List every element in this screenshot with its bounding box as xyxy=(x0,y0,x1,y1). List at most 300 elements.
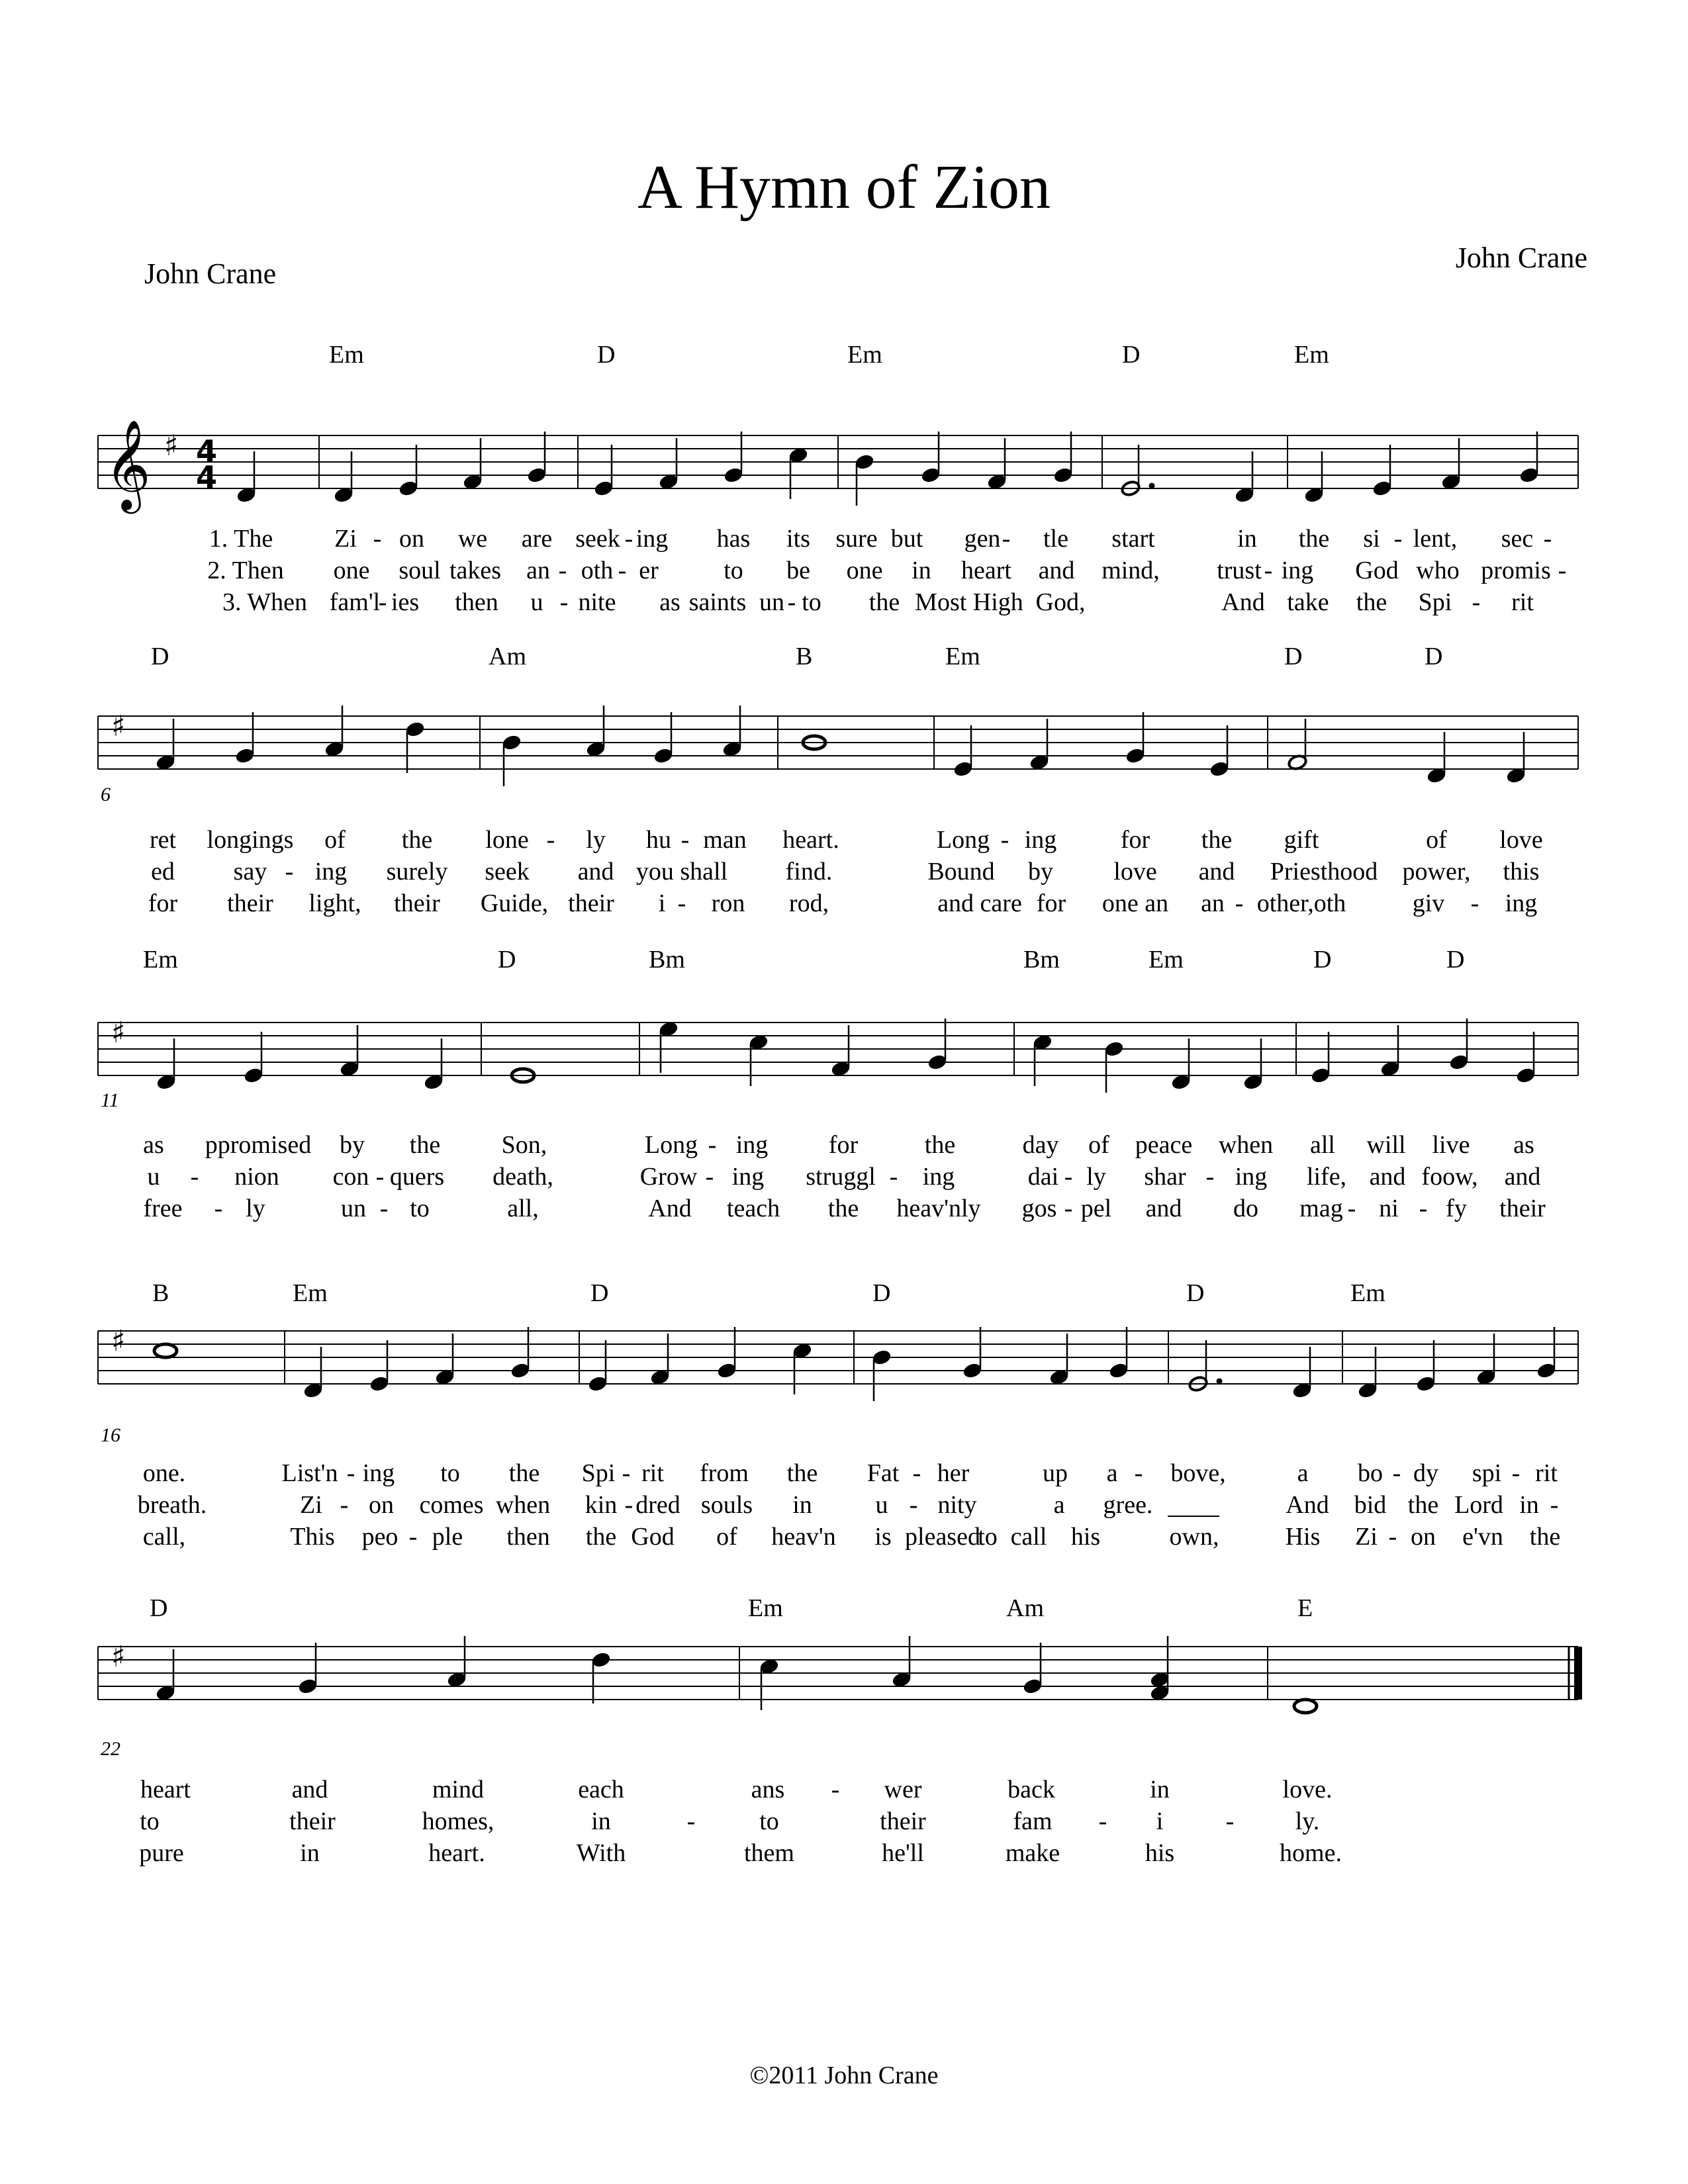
lyric: to xyxy=(724,557,743,584)
chord-symbol: D xyxy=(1284,643,1303,670)
note xyxy=(1441,438,1462,490)
lyric: back xyxy=(1008,1776,1055,1803)
note xyxy=(1449,1019,1470,1071)
lyric: ing xyxy=(735,1131,769,1159)
lyric: spi xyxy=(1472,1459,1502,1487)
lyric: - xyxy=(1134,1459,1143,1487)
lyric: light, xyxy=(308,889,361,917)
lyric: his xyxy=(1145,1839,1175,1867)
lyric: live xyxy=(1432,1131,1470,1159)
key-signature-sharp: ♯ xyxy=(111,709,126,743)
lyric: - xyxy=(1470,889,1479,917)
lyric: ing xyxy=(1235,1163,1268,1191)
note xyxy=(1427,732,1447,784)
lyric: - xyxy=(1393,525,1403,553)
lyric: quers xyxy=(389,1163,445,1191)
lyric: Long xyxy=(644,1131,698,1159)
lyric: fam xyxy=(1013,1807,1053,1835)
note xyxy=(1536,1327,1557,1379)
lyric: ing xyxy=(1281,557,1314,584)
notes xyxy=(154,1327,1556,1401)
lyric: - xyxy=(705,1163,714,1191)
lyric: the xyxy=(924,1131,956,1159)
lyric: their xyxy=(227,889,273,917)
verse-3-lyrics xyxy=(139,1839,1342,1867)
lyric: is xyxy=(874,1523,892,1551)
lyric: seek xyxy=(485,858,530,886)
lyric: of xyxy=(1088,1131,1109,1159)
lyric: sec xyxy=(1501,525,1534,553)
lyric: - xyxy=(889,1163,898,1191)
lyric: fy xyxy=(1446,1195,1467,1222)
lyric: Guide, xyxy=(480,889,549,917)
lyric: seek xyxy=(575,525,620,553)
lyric: rit xyxy=(641,1459,664,1487)
note xyxy=(1380,1025,1401,1077)
notes xyxy=(236,432,1540,506)
lyric: ans xyxy=(751,1776,785,1803)
note xyxy=(1416,1340,1436,1392)
lyric: - xyxy=(1264,557,1273,584)
lyric: And xyxy=(648,1195,692,1222)
lyric: ppromised xyxy=(205,1131,312,1159)
lyric: dai xyxy=(1027,1163,1059,1191)
notes xyxy=(156,1636,1317,1713)
lyric: a xyxy=(1106,1459,1118,1487)
staff-lines xyxy=(98,1647,1578,1700)
lyric: er xyxy=(639,557,659,584)
key-signature-sharp: ♯ xyxy=(111,1324,126,1358)
lyric: soul xyxy=(399,557,441,584)
lyric: teach xyxy=(726,1195,780,1222)
verse-1-lyrics xyxy=(209,525,1552,553)
lyric: pure xyxy=(139,1839,184,1867)
lyric: ly. xyxy=(1295,1807,1320,1835)
lyric: we xyxy=(457,525,488,553)
key-signature-sharp: ♯ xyxy=(164,429,179,463)
lyric: - xyxy=(624,525,633,553)
note xyxy=(502,734,522,786)
lyric: gift xyxy=(1284,826,1319,854)
lyric: Grow xyxy=(639,1163,698,1191)
lyric: List'n xyxy=(281,1459,338,1487)
lyric: love. xyxy=(1282,1776,1333,1803)
lyric: life, xyxy=(1306,1163,1347,1191)
chord-symbol: D xyxy=(498,946,516,974)
lyric: Zi xyxy=(1355,1523,1378,1551)
lyric: from xyxy=(700,1459,749,1487)
lyric: rod, xyxy=(788,889,829,917)
lyric: bo xyxy=(1358,1459,1383,1487)
chord-symbol: Am xyxy=(1006,1594,1044,1622)
note xyxy=(154,1344,177,1357)
lyric: heav'nly xyxy=(896,1195,981,1222)
lyric: ly xyxy=(246,1195,265,1222)
note xyxy=(1292,1347,1313,1399)
lyric: Priesthood xyxy=(1270,858,1378,886)
lyric: then xyxy=(506,1523,550,1551)
lyric: the xyxy=(401,826,433,854)
chord-symbol: D xyxy=(597,341,616,369)
lyric: her xyxy=(937,1459,970,1487)
lyric: this xyxy=(1503,858,1540,886)
chord-symbols xyxy=(151,643,1442,670)
lyric: And xyxy=(1286,1491,1329,1519)
lyric: a xyxy=(1297,1459,1309,1487)
lyric: other,oth xyxy=(1256,889,1346,917)
composer-credit: John Crane xyxy=(1455,242,1587,274)
lyric: has xyxy=(716,525,751,553)
lyric: ing xyxy=(1505,889,1538,917)
chord-symbol: D xyxy=(590,1279,609,1307)
lyric: call, xyxy=(142,1523,186,1551)
lyric: to xyxy=(440,1459,460,1487)
lyric: ing xyxy=(362,1459,395,1487)
note xyxy=(962,1327,983,1379)
lyric: bid xyxy=(1354,1491,1387,1519)
lyric: in xyxy=(1519,1491,1539,1519)
lyric: ly xyxy=(586,826,606,854)
lyric: i xyxy=(658,889,666,917)
chord-symbol: Em xyxy=(1294,341,1329,369)
lyric: - xyxy=(1098,1807,1107,1835)
lyric: i xyxy=(1156,1807,1164,1835)
lyric: Most High xyxy=(915,588,1023,616)
lyric: of xyxy=(716,1523,737,1551)
lyric: to xyxy=(759,1807,779,1835)
lyric: Zi xyxy=(300,1491,322,1519)
lyric: their xyxy=(880,1807,926,1835)
lyric: - xyxy=(909,1491,918,1519)
lyric: - xyxy=(686,1807,696,1835)
note xyxy=(717,1327,737,1379)
lyric: - xyxy=(1511,1459,1521,1487)
lyric: struggl xyxy=(806,1163,876,1191)
lyric: ni xyxy=(1379,1195,1399,1222)
lyric: - xyxy=(618,557,627,584)
lyric: ing xyxy=(1024,826,1057,854)
note xyxy=(953,725,974,778)
note xyxy=(369,1340,390,1392)
lyric: ing xyxy=(314,858,348,886)
chord-symbol: D xyxy=(1446,946,1465,974)
lyric: comes xyxy=(419,1491,484,1519)
verse-3-lyrics xyxy=(143,1523,1560,1551)
lyric: 2. Then xyxy=(207,557,284,584)
note xyxy=(594,445,614,497)
lyric: ing xyxy=(635,525,669,553)
lyric: ron xyxy=(711,889,745,917)
lyric: their xyxy=(568,889,614,917)
lyric: longings xyxy=(207,826,294,854)
lyric: love xyxy=(1113,858,1157,886)
verse-2-lyrics xyxy=(138,1491,1559,1519)
lyric: - xyxy=(559,588,569,616)
lyric: in xyxy=(912,557,931,584)
lyric: the xyxy=(409,1131,441,1159)
lyric: for xyxy=(148,889,178,917)
note xyxy=(1288,719,1308,771)
lyric: ed xyxy=(151,858,175,886)
chord-symbol: D xyxy=(1425,643,1443,670)
lyric: tle xyxy=(1043,525,1068,553)
lyric: Bound xyxy=(927,858,995,886)
lyric: home. xyxy=(1280,1839,1342,1867)
staff-lines xyxy=(98,716,1578,769)
lyric: - xyxy=(624,1491,633,1519)
lyric: - xyxy=(346,1459,355,1487)
note-chord xyxy=(1150,1636,1170,1702)
lyric: sure xyxy=(835,525,878,553)
lyric: u xyxy=(530,588,543,616)
lyric: and care xyxy=(937,889,1022,917)
lyric: God xyxy=(631,1523,675,1551)
lyric: for xyxy=(1036,889,1066,917)
lyric: to xyxy=(802,588,821,616)
lyric: - xyxy=(1064,1195,1073,1222)
lyric: mag xyxy=(1299,1195,1343,1222)
system-5 xyxy=(98,1594,1578,1867)
lyric: peo xyxy=(361,1523,399,1551)
lyric: as xyxy=(659,588,680,616)
chord-symbol: Em xyxy=(847,341,882,369)
lyric: free xyxy=(143,1195,183,1222)
verse-1-lyrics xyxy=(150,826,1543,854)
lyric: all xyxy=(1310,1131,1335,1159)
lyric: God xyxy=(1355,557,1399,584)
note xyxy=(759,1658,780,1710)
chord-symbol: D xyxy=(151,643,169,670)
lyric: mind, xyxy=(1102,557,1160,584)
note xyxy=(724,432,744,484)
lyric: he'll xyxy=(882,1839,924,1867)
lyric: in xyxy=(792,1491,812,1519)
lyric: takes xyxy=(449,557,502,584)
lyric: to xyxy=(978,1523,998,1551)
lyric: - xyxy=(375,1163,385,1191)
lyric: will xyxy=(1366,1131,1406,1159)
lyric: an xyxy=(526,557,550,584)
verse-2-lyrics xyxy=(140,1807,1319,1835)
note xyxy=(156,719,176,771)
note xyxy=(872,1349,892,1401)
lyric: homes, xyxy=(422,1807,494,1835)
lyric: and xyxy=(291,1776,328,1803)
note xyxy=(1121,445,1154,497)
chord-symbol: Em xyxy=(1149,946,1184,974)
lyric: u xyxy=(147,1163,160,1191)
measure-number: 16 xyxy=(101,1424,120,1446)
note xyxy=(591,1651,612,1704)
chord-symbol: Em xyxy=(329,341,364,369)
lyric: - xyxy=(1225,1807,1235,1835)
chord-symbol: Am xyxy=(489,643,526,670)
lyric: And xyxy=(1221,588,1265,616)
note xyxy=(405,721,426,773)
lyric: ret xyxy=(149,826,177,854)
chord-symbol: Em xyxy=(748,1594,783,1622)
note xyxy=(1304,451,1325,504)
verse-1-lyrics xyxy=(143,1459,1558,1487)
lyric: - xyxy=(1550,1491,1559,1519)
note xyxy=(1125,712,1146,764)
lyric: and xyxy=(1198,858,1235,886)
lyric: shar xyxy=(1144,1163,1186,1191)
lyric: u xyxy=(875,1491,888,1519)
lyric: - xyxy=(558,557,567,584)
verse-1-lyrics xyxy=(143,1131,1534,1159)
lyric: then xyxy=(455,588,498,616)
verse-2-lyrics xyxy=(148,1163,1541,1191)
lyric: - xyxy=(1388,1523,1397,1551)
lyric: up xyxy=(1043,1459,1068,1487)
lyric: their xyxy=(289,1807,336,1835)
lyric: - xyxy=(379,1195,389,1222)
lyric: love xyxy=(1499,826,1543,854)
lyric: This xyxy=(290,1523,335,1551)
system-4 xyxy=(98,1279,1578,1551)
lyric: gree. xyxy=(1103,1491,1153,1519)
staff-lines xyxy=(98,1331,1578,1384)
key-signature-sharp: ♯ xyxy=(111,1016,126,1050)
chord-symbols xyxy=(143,946,1464,974)
lyric: 3. When xyxy=(222,588,308,616)
lyric: the xyxy=(1356,588,1387,616)
lyric: do xyxy=(1233,1195,1258,1222)
chord-symbol: D xyxy=(150,1594,168,1622)
lyric: of xyxy=(1426,826,1447,854)
note xyxy=(1476,1334,1497,1386)
lyric: but xyxy=(890,525,923,553)
lyric: to xyxy=(410,1195,430,1222)
note xyxy=(586,705,606,758)
lyric: - xyxy=(408,1523,418,1551)
note xyxy=(1033,1034,1053,1086)
lyric: rit xyxy=(1511,588,1534,616)
lyric: in xyxy=(300,1839,320,1867)
note xyxy=(1171,1038,1192,1091)
lyric: Long xyxy=(936,826,990,854)
lyric: - xyxy=(680,826,690,854)
lyric: day xyxy=(1022,1131,1059,1159)
lyric: foow, xyxy=(1421,1163,1478,1191)
note xyxy=(927,1019,948,1071)
lyric: the xyxy=(1298,525,1330,553)
time-signature-top: 4 xyxy=(195,433,218,469)
lyric: ly xyxy=(1086,1163,1106,1191)
lyric: Son, xyxy=(501,1131,547,1159)
lyric: the xyxy=(1407,1491,1439,1519)
lyric: ple xyxy=(432,1523,463,1551)
note xyxy=(855,453,875,506)
chord-symbols xyxy=(152,1279,1385,1307)
lyric: lone xyxy=(485,826,529,854)
treble-clef: 𝄞 xyxy=(105,418,151,510)
lyric: say xyxy=(233,858,267,886)
lyric: the xyxy=(827,1195,859,1222)
note xyxy=(588,1340,608,1392)
lyric: find. xyxy=(785,858,833,886)
lyric: by xyxy=(340,1131,365,1159)
system-2 xyxy=(98,643,1578,917)
chord-symbol: D xyxy=(1186,1279,1205,1307)
chord-symbol: D xyxy=(1122,341,1141,369)
lyric: and xyxy=(1504,1163,1541,1191)
measure-number: 22 xyxy=(101,1738,120,1760)
chord-symbol: Em xyxy=(1350,1279,1385,1307)
note xyxy=(236,451,257,504)
lyric: heart xyxy=(961,557,1011,584)
lyric: in xyxy=(1237,525,1257,553)
lyric: oth xyxy=(581,557,614,584)
lyric: si xyxy=(1363,525,1380,553)
lyric: - xyxy=(1000,826,1009,854)
lyric: Fat xyxy=(867,1459,900,1487)
note xyxy=(1023,1643,1043,1695)
lyric: heart xyxy=(140,1776,191,1803)
lyric: - xyxy=(708,1131,717,1159)
lyric: when xyxy=(495,1491,551,1519)
key-signature-sharp: ♯ xyxy=(111,1640,126,1674)
lyric: un xyxy=(759,588,784,616)
note xyxy=(235,712,256,764)
lyric: dred xyxy=(635,1491,680,1519)
lyric: fam'l xyxy=(329,588,381,616)
lyric: their xyxy=(394,889,440,917)
lyric: breath. xyxy=(137,1491,207,1519)
note xyxy=(1235,451,1255,504)
note xyxy=(1358,1347,1378,1399)
lyric: trust xyxy=(1217,557,1262,584)
time-signature-bottom: 4 xyxy=(195,459,218,495)
lyric: own, xyxy=(1169,1523,1219,1551)
lyric: in xyxy=(1150,1776,1170,1803)
lyric: one xyxy=(333,557,370,584)
lyric: death, xyxy=(492,1163,553,1191)
note xyxy=(1049,1334,1070,1386)
note xyxy=(1104,1040,1125,1093)
lyric: surely xyxy=(386,858,448,886)
lyric: on xyxy=(1411,1523,1436,1551)
note xyxy=(156,1649,176,1702)
lyric: pleased xyxy=(905,1523,980,1551)
lyric: when xyxy=(1218,1131,1274,1159)
chord-symbol: B xyxy=(152,1279,169,1307)
verse-2-lyrics xyxy=(151,858,1539,886)
note xyxy=(1519,432,1540,484)
note xyxy=(303,1347,324,1399)
lyric: his xyxy=(1070,1523,1101,1551)
note xyxy=(792,1342,813,1394)
lyric: ies xyxy=(391,588,420,616)
chord-symbol: Bm xyxy=(1023,946,1060,974)
lyric: Spi xyxy=(581,1459,616,1487)
lyric: you shall xyxy=(635,858,728,886)
lyric: call xyxy=(1010,1523,1047,1551)
lyric: each xyxy=(578,1776,624,1803)
lyric: the xyxy=(868,588,900,616)
note xyxy=(749,1034,769,1086)
lyric: the xyxy=(1529,1523,1561,1551)
note xyxy=(334,451,354,504)
lyric: Spi xyxy=(1418,588,1452,616)
lyric: con xyxy=(332,1163,369,1191)
system-3 xyxy=(98,946,1578,1222)
note xyxy=(399,445,419,497)
lyric: un xyxy=(341,1195,366,1222)
lyric: heav'n xyxy=(771,1523,836,1551)
lyric: all, xyxy=(507,1195,539,1222)
